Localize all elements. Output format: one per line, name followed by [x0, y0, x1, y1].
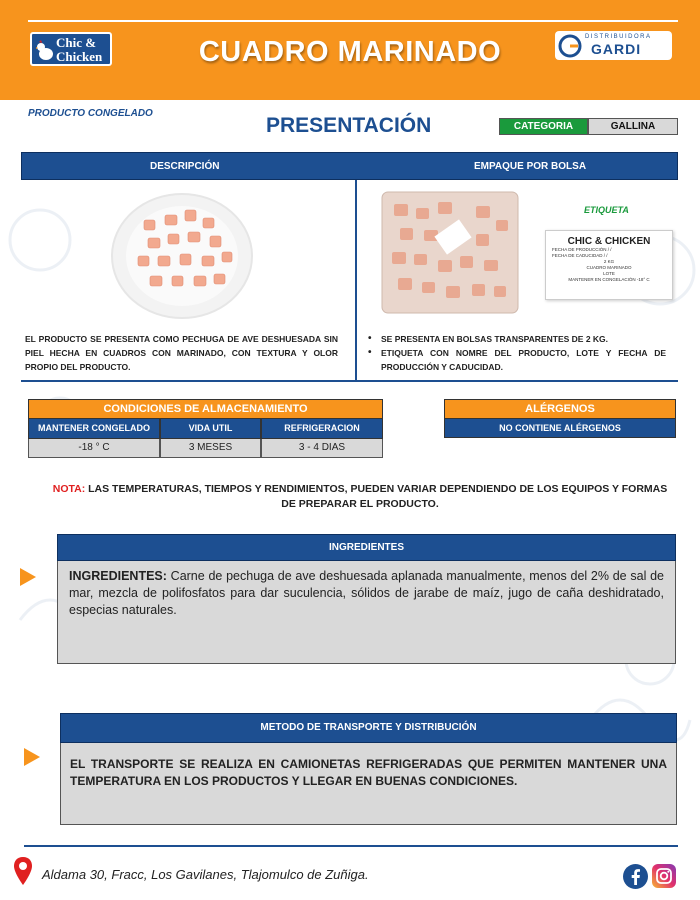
product-bag-image: [380, 190, 520, 315]
label-card-title: CHIC & CHICKEN: [567, 236, 651, 247]
storage-value-cell: 3 MESES: [160, 439, 261, 458]
arrow-right-icon: [24, 748, 40, 766]
descripcion-text: EL PRODUCTO SE PRESENTA COMO PECHUGA DE AVE DESHUESADA SIN PIEL HECHA EN CUADROS CON MARINADO, CON TEXTURA Y OLOR PROPIO DEL PRODUCTO.: [25, 334, 338, 372]
facebook-icon[interactable]: [623, 864, 648, 889]
storage-value-cell: 3 - 4 DIAS: [261, 439, 383, 458]
product-plate-image: [110, 190, 255, 320]
logo-right-name: GARDI: [591, 41, 642, 57]
categoria-label: CATEGORIA: [499, 118, 588, 135]
section-divider: [21, 380, 678, 382]
transporte-header: METODO DE TRANSPORTE Y DISTRIBUCIÓN: [60, 713, 677, 743]
label-card-line: CUADRO MARINADO: [586, 265, 632, 270]
label-card-line: FECHA DE PRODUCCIÓN / /: [552, 247, 612, 252]
allergens-value: NO CONTIENE ALÉRGENOS: [444, 419, 676, 438]
ingredientes-box: [57, 561, 676, 664]
categoria-value: GALLINA: [588, 118, 678, 135]
storage-conditions-table: [28, 399, 383, 458]
footer-divider: [24, 845, 678, 847]
arrow-right-icon: [20, 568, 36, 586]
instagram-icon[interactable]: [652, 864, 676, 888]
list-item: • SE PRESENTA EN BOLSAS TRANSPARENTES DE 2 KG.: [366, 332, 666, 346]
allergens-box: [444, 399, 676, 438]
storage-header-cell: VIDA UTIL: [160, 419, 261, 439]
ingredientes-text: Carne de pechuga de ave deshuesada aplanada manualmente, menos del 2% de sal de mar, mezcla de polifosfatos para dar suculencia, sólidos de jarabe de maíz, jugo de caña deshidratado, especias naturales.: [69, 569, 664, 617]
empaque-list: [366, 332, 666, 374]
storage-value-cell: -18 ° C: [28, 439, 160, 458]
product-type-label: PRODUCTO CONGELADO: [28, 108, 153, 119]
note-label: NOTA:: [52, 483, 86, 495]
product-label-card: [545, 230, 673, 300]
label-card-line: 2 KG: [603, 259, 615, 264]
gardi-emblem-icon: [558, 34, 582, 58]
storage-value-row: [28, 439, 383, 458]
section-title: PRESENTACIÓN: [266, 114, 432, 137]
transporte-text: EL TRANSPORTE SE REALIZA EN CAMIONETAS REFRIGERADAS QUE PERMITEN MANTENER UNA TEMPERATURA EN LOS PRODUCTOS Y LLEGAR EN BUENAS CONDICIONES.: [60, 743, 677, 825]
empaque-header: EMPAQUE POR BOLSA: [474, 161, 587, 172]
footer-address: Aldama 30, Fracc, Los Gavilanes, Tlajomulco de Zuñiga.: [42, 867, 369, 882]
label-card-line: LOTE: [603, 271, 615, 276]
ingredientes-label: INGREDIENTES:: [69, 569, 167, 583]
logo-left-line2: Chicken: [56, 49, 103, 64]
page-title: CUADRO MARINADO: [198, 36, 502, 68]
logo-right-top: DISTRIBUIDORA: [585, 34, 652, 40]
facebook-glyph-icon: [623, 864, 648, 889]
storage-header-row: [28, 419, 383, 439]
note-body: LAS TEMPERATURAS, TIEMPOS Y RENDIMIENTOS, PUEDEN VARIAR DEPENDIENDO DE LOS EQUIPOS Y FORMAS DE PREPARAR EL PRODUCTO.: [85, 483, 668, 510]
logo-left-line1: Chic &: [56, 35, 97, 50]
storage-title: CONDICIONES DE ALMACENAMIENTO: [28, 399, 383, 419]
note-text: [50, 482, 670, 512]
header-banner: [0, 0, 700, 100]
instagram-glyph-icon: [652, 864, 676, 888]
gardi-logo: [555, 31, 672, 60]
header-divider: [28, 20, 678, 22]
location-pin-icon: [13, 856, 33, 886]
storage-header-cell: MANTENER CONGELADO: [28, 419, 160, 439]
ingredientes-header: INGREDIENTES: [57, 534, 676, 561]
label-card-line: FECHA DE CADUCIDAD / /: [552, 253, 608, 258]
list-item: • ETIQUETA CON NOMRE DEL PRODUCTO, LOTE Y FECHA DE PRODUCCIÓN Y CADUCIDAD.: [366, 346, 666, 374]
storage-header-cell: REFRIGERACION: [261, 419, 383, 439]
label-card-line: MANTENER EN CONGELACIÓN -18° C: [568, 277, 650, 282]
column-divider: [355, 180, 357, 381]
descripcion-header: DESCRIPCIÓN: [150, 161, 220, 172]
allergens-title: ALÉRGENOS: [444, 399, 676, 419]
presentation-header-bar: [21, 152, 678, 180]
etiqueta-label: ETIQUETA: [584, 205, 629, 215]
